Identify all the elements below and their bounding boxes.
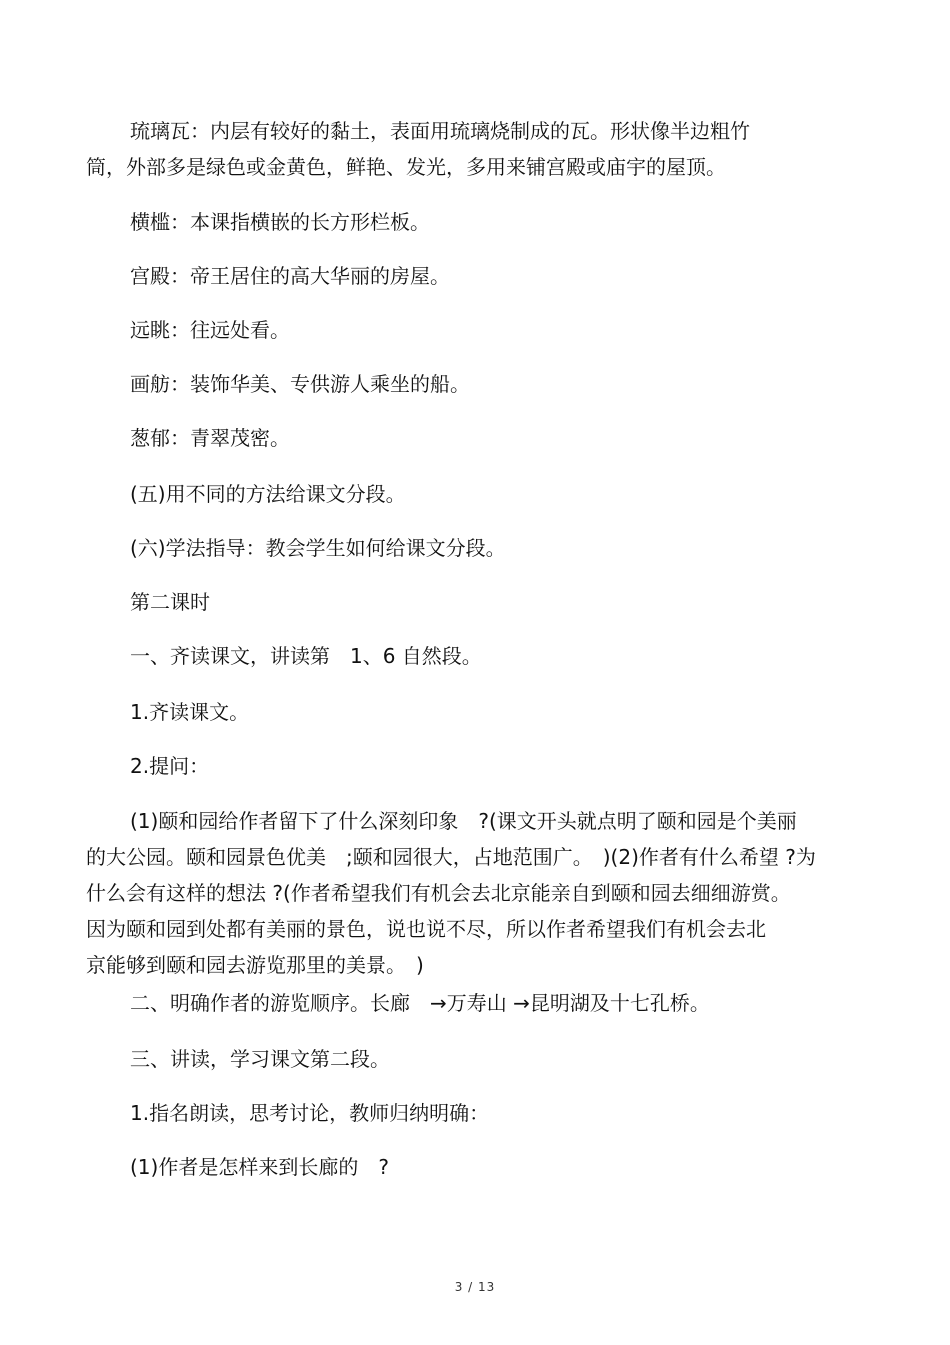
text-line: 远眺：往远处看。: [130, 318, 290, 342]
paragraph: [86, 694, 846, 730]
text-line: 二、明确作者的游览顺序。长廊 →万寿山 →昆明湖及十七孔桥。: [130, 991, 710, 1015]
text-line: 2.提问：: [130, 754, 210, 778]
paragraph: [86, 258, 846, 294]
text-line: 葱郁：青翠茂密。: [130, 426, 290, 450]
text-line: 什么会有这样的想法 ?(作者希望我们有机会去北京能亲自到颐和园去细细游赏。: [86, 881, 791, 905]
paragraph: [86, 1041, 846, 1077]
text-line: 第二课时: [130, 590, 210, 614]
paragraph: [86, 204, 846, 240]
paragraph: [86, 638, 846, 674]
text-line: (1)颐和园给作者留下了什么深刻印象 ?(课文开头就点明了颐和园是个美丽: [130, 809, 797, 833]
paragraph: [86, 985, 846, 1021]
paragraph: [86, 748, 846, 784]
text-line: 三、讲读，学习课文第二段。: [130, 1047, 390, 1071]
text-line: 一、齐读课文，讲读第 1、6 自然段。: [130, 644, 482, 668]
paragraph: [86, 113, 846, 185]
text-line: 画舫：装饰华美、专供游人乘坐的船。: [130, 372, 470, 396]
paragraph: [86, 420, 846, 456]
text-line: 宫殿：帝王居住的高大华丽的房屋。: [130, 264, 450, 288]
text-line: 的大公园。颐和园景色优美 ;颐和园很大，占地范围广。 )(2)作者有什么希望 ?为: [86, 845, 816, 869]
text-line: (六)学法指导：教会学生如何给课文分段。: [130, 536, 506, 560]
page-number: 3 / 13: [454, 1280, 496, 1294]
paragraph: [86, 803, 846, 983]
paragraph: [86, 584, 846, 620]
paragraph: [86, 1095, 846, 1131]
paragraph: [86, 366, 846, 402]
text-line: 横槛：本课指横嵌的长方形栏板。: [130, 210, 430, 234]
paragraph: [86, 312, 846, 348]
paragraph: [86, 1149, 846, 1185]
paragraph: [86, 476, 846, 512]
text-line: 1.指名朗读，思考讨论，教师归纳明确：: [130, 1101, 490, 1125]
text-line: (1)作者是怎样来到长廊的 ?: [130, 1155, 389, 1179]
text-line: (五)用不同的方法给课文分段。: [130, 482, 406, 506]
text-line: 京能够到颐和园去游览那里的美景。 ): [86, 953, 424, 977]
text-line: 1.齐读课文。: [130, 700, 250, 724]
text-line: 因为颐和园到处都有美丽的景色，说也说不尽，所以作者希望我们有机会去北: [86, 917, 766, 941]
text-line: 琉璃瓦：内层有较好的黏土，表面用琉璃烧制成的瓦。形状像半边粗竹: [130, 119, 750, 143]
paragraph: [86, 530, 846, 566]
text-line: 筒，外部多是绿色或金黄色，鲜艳、发光，多用来铺宫殿或庙宇的屋顶。: [86, 155, 726, 179]
